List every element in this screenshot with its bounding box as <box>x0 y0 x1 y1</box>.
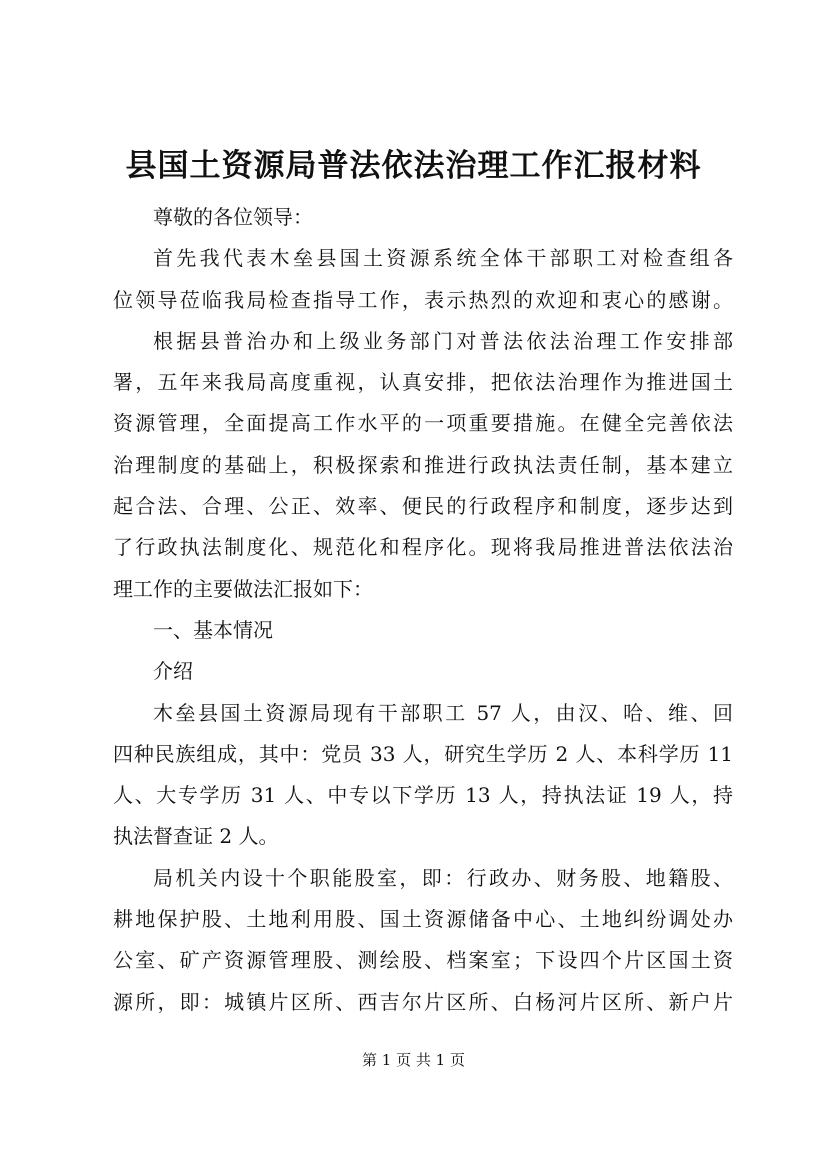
text-line: 木垒县国土资源局现有干部职工 57 人，由汉、哈、维、回 <box>153 700 733 725</box>
section-subheading-intro <box>113 651 733 692</box>
text-line: 了行政执法制度化、规范化和程序化。现将我局推进普法依法治 <box>113 535 733 560</box>
section-heading-basic-info <box>113 610 733 651</box>
paragraph-organization <box>113 858 733 1023</box>
text-line: 位领导莅临我局检查指导工作，表示热烈的欢迎和衷心的感谢。 <box>113 287 733 312</box>
document-body <box>113 197 733 1023</box>
text-line: 介绍 <box>153 659 193 684</box>
text-line: 局机关内设十个职能股室，即：行政办、财务股、地籍股、 <box>153 865 733 890</box>
text-line: 资源管理，全面提高工作水平的一项重要措施。在健全完善依法 <box>113 411 733 436</box>
text-line: 四种民族组成，其中：党员 33 人，研究生学历 2 人、本科学历 11 <box>113 741 733 766</box>
paragraph-background <box>113 321 733 610</box>
text-line: 根据县普治办和上级业务部门对普法依法治理工作安排部 <box>153 328 733 353</box>
text-line: 公室、矿产资源管理股、测绘股、档案室；下设四个片区国土资 <box>113 948 733 973</box>
text-line: 起合法、合理、公正、效率、便民的行政程序和制度，逐步达到 <box>113 494 733 519</box>
text-line: 耕地保护股、土地利用股、国土资源储备中心、土地纠纷调处办 <box>113 907 733 932</box>
page-footer: 第 1 页 共 1 页 <box>362 1051 465 1069</box>
paragraph-staff <box>113 693 733 858</box>
text-line: 署，五年来我局高度重视，认真安排，把依法治理作为推进国土 <box>113 370 733 395</box>
text-line: 人、大专学历 31 人、中专以下学历 13 人，持执法证 19 人，持 <box>113 783 733 808</box>
text-line: 理工作的主要做法汇报如下： <box>113 576 373 601</box>
text-line: 治理制度的基础上，积极探索和推进行政执法责任制，基本建立 <box>113 452 733 477</box>
text-line: 源所，即：城镇片区所、西吉尔片区所、白杨河片区所、新户片 <box>113 989 733 1014</box>
paragraph-salutation <box>113 197 733 238</box>
text-line: 一、基本情况 <box>153 617 273 642</box>
text-line: 执法督查证 2 人。 <box>113 824 279 849</box>
text-line: 尊敬的各位领导： <box>153 205 313 229</box>
document-title: 县国土资源局普法依法治理工作汇报材料 <box>125 148 702 184</box>
paragraph-opening <box>113 238 733 321</box>
text-line: 首先我代表木垒县国土资源系统全体干部职工对检查组各 <box>153 246 733 271</box>
